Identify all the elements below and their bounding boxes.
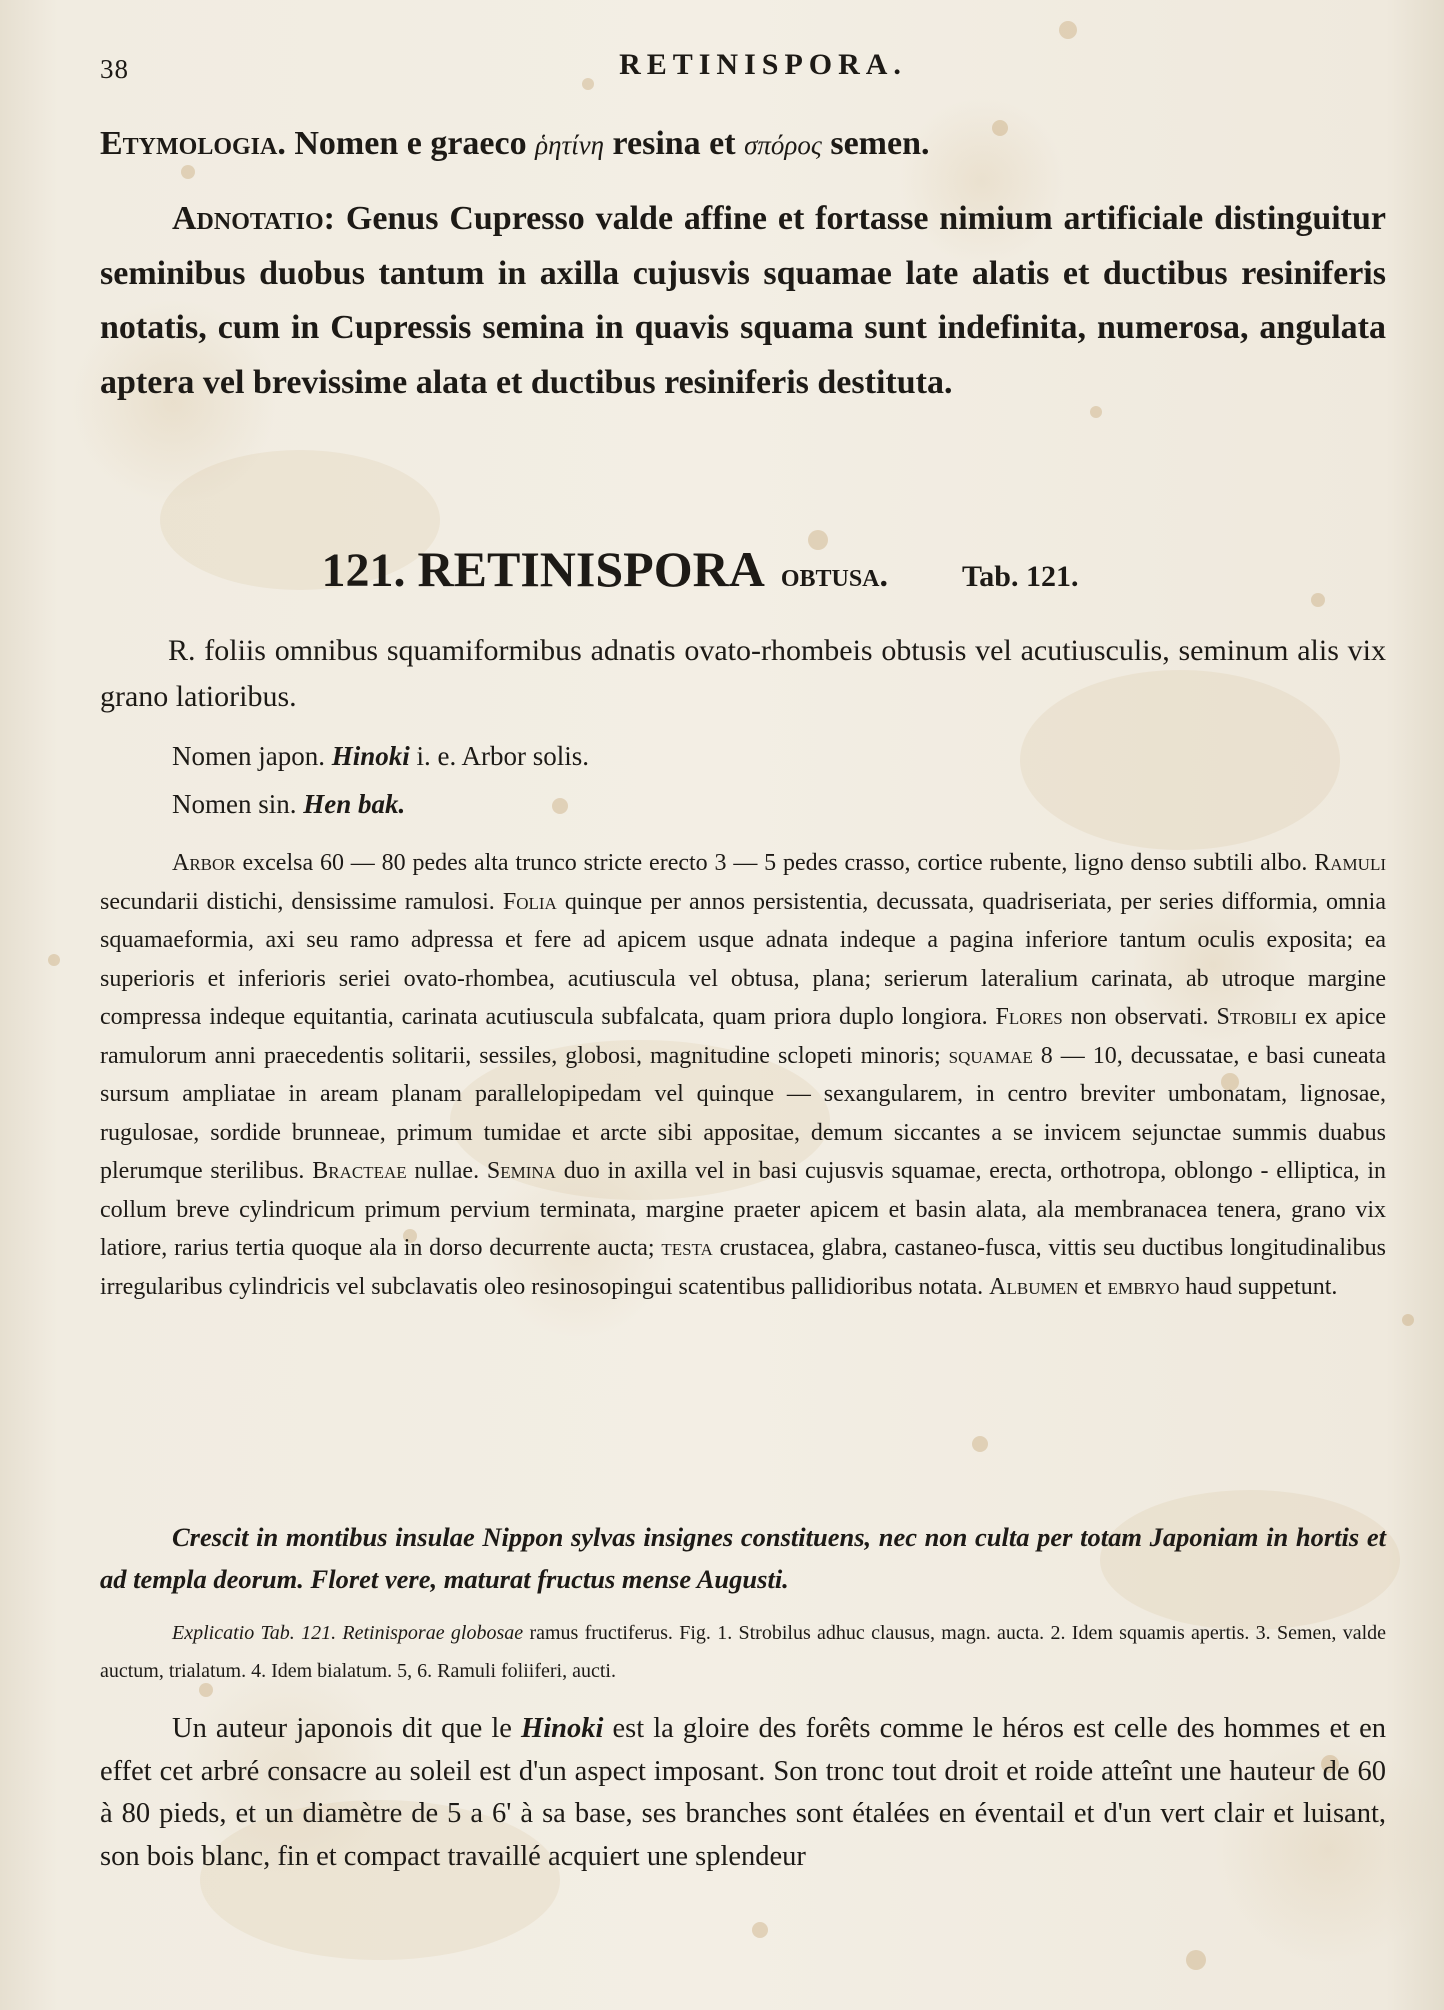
semina-text: duo in axilla vel in basi cujusvis squamae, erecta, orthotropa, oblongo - elliptica, in collum breve cylindricum primum pervium terminata, margine praeter apicem et basin alata, ala membranacea tenera, grano vix latiore, rarius tertia quoque ala in dorso decurrente aucta;	[100, 1158, 1387, 1261]
french-hinoki-name: Hinoki	[521, 1713, 604, 1744]
japanese-name: Hinoki	[331, 741, 410, 771]
greek-word-resina: ῥητίνη	[535, 130, 605, 160]
folia-text: quinque per annos persistentia, decussata, quadriseriata, per series difformia, omnia squamaeformia, axi seu ramo adpressa et fere ad apicem usque adnata indeque a pagina inferiore tantum oculis exposita; ea superioris et inferioris seriei ovato-rhombea, acutiuscula vel obtusa, plana; serierum lateralium carinata, ab utroque margine compressa indeque equitantia, carinata acutiuscula subfalcata, quam priora duplo longiora.	[100, 888, 1387, 1030]
species-epithet: obtusa.	[780, 557, 889, 594]
ramuli-label: Ramuli	[1314, 850, 1386, 876]
habitat-paragraph: Crescit in montibus insulae Nippon sylvas insignes constituens, nec non culta per totam Japoniam in hortis et ad templa deorum. Floret vere, maturat fructus mense Augusti.	[100, 1522, 1386, 1594]
french-paragraph	[100, 1708, 1386, 1878]
plate-explanation-text: ramus fructiferus. Fig. 1. Strobilus adhuc clausus, magn. aucta. 2. Idem squamis apertis. 3. Semen, valde auctum, trialatum. 4. Idem bialatum. 5, 6. Ramuli foliiferi, aucti.	[100, 1622, 1387, 1682]
annotation-paragraph	[100, 192, 1386, 410]
bracteae-text: nullae.	[414, 1158, 480, 1184]
diagnosis-paragraph: R. foliis omnibus squamiformibus adnatis ovato-rhombeis obtusis vel acutiusculis, seminum alis vix grano latioribus.	[100, 634, 1386, 713]
japanese-name-label: Nomen japon.	[172, 741, 325, 771]
etymology-text-3: semen.	[830, 125, 930, 162]
squamae-label: squamae	[948, 1042, 1033, 1069]
running-title: RETINISPORA.	[619, 48, 907, 81]
annotation-text: Genus Cupresso valde affine et fortasse nimium artificiale distinguitur seminibus duobus tantum in axilla cujusvis squamae late alatis et ductibus resiniferis notatis, cum in Cupressis semina in quavis squama sunt indefinita, numerosa, angulata aptera vel brevissime alata et ductibus resiniferis destituta.	[100, 200, 1387, 401]
strobili-text: ex apice ramulorum anni praecedentis solitarii, sessiles, globosi, magnitudine sclopeti minoris;	[100, 1004, 1387, 1069]
flores-text: non observati.	[1070, 1004, 1209, 1030]
arbor-text: excelsa 60 — 80 pedes alta trunco stricte erecto 3 — 5 pedes crasso, cortice rubente, ligno denso subtili albo.	[242, 850, 1308, 876]
chinese-name-label: Nomen sin.	[172, 789, 297, 819]
embryo-text: haud suppetunt.	[1185, 1273, 1338, 1300]
flores-label: Flores	[995, 1004, 1063, 1030]
annotation-label: Adnotatio:	[172, 200, 336, 237]
etymology-label: Etymologia.	[100, 125, 286, 162]
description-paragraph	[100, 844, 1386, 1306]
albumen-text: et	[1084, 1273, 1102, 1300]
semina-label: Semina	[486, 1158, 556, 1184]
page-number: 38	[100, 54, 129, 84]
species-heading	[100, 534, 1300, 617]
albumen-label: Albumen	[989, 1273, 1079, 1300]
species-number: 121.	[321, 544, 406, 597]
ramuli-text: secundarii distichi, densissime ramulosi.	[100, 888, 495, 915]
species-genus: RETINISPORA	[417, 541, 765, 597]
japanese-name-line	[172, 732, 1386, 780]
etymology-paragraph	[100, 120, 1386, 169]
chinese-name-line	[172, 780, 1386, 828]
folia-label: Folia	[502, 888, 557, 915]
etymology-text-2: resina et	[612, 125, 736, 162]
squamae-text: 8 — 10, decussatae, e basi cuneata sursum ampliatae in aream planam parallelopipedam vel quinque — sexangularem, in centro breviter umbonatam, lignosae, rugulosae, sordide brunneae, primum tumidae et arcte sibi appositae, demum siccantes a se invicem sejunctae summis duabus plerumque sterilibus.	[100, 1042, 1386, 1184]
plate-explanation-label: Explicatio Tab. 121. Retinisporae globosae	[172, 1622, 524, 1644]
french-text-1: Un auteur japonois dit que le	[172, 1713, 512, 1744]
embryo-label: embryo	[1107, 1273, 1180, 1300]
testa-label: testa	[661, 1235, 713, 1261]
vernacular-names	[100, 732, 1386, 828]
strobili-label: Strobili	[1216, 1004, 1297, 1030]
japanese-name-gloss: i. e. Arbor solis.	[416, 741, 590, 771]
arbor-label: Arbor	[172, 850, 236, 876]
bracteae-label: Bracteae	[312, 1158, 407, 1184]
chinese-name: Hen bak.	[303, 789, 406, 819]
etymology-text-1: Nomen e graeco	[294, 125, 527, 162]
plate-explanation	[100, 1614, 1386, 1690]
plate-reference: Tab. 121.	[962, 560, 1079, 593]
running-head	[100, 48, 1386, 88]
testa-text: crustacea, glabra, castaneo-fusca, vittis seu ductibus longitudinalibus irregularibus cylindricis vel subclavatis oleo resinosopingui scatentibus pallidioribus notata.	[100, 1235, 1386, 1300]
french-text-2: est la gloire des forêts comme le héros est celle des hommes et en effet cet arbré consacre au soleil est d'un aspect imposant. Son tronc tout droit et roide atteînt une hauteur de 60 à 80 pieds, et un diamètre de 5 a 6' à sa base, ses branches sont étalées en éventail et d'un vert clair et luisant, son bois blanc, fin et compact travaillé acquiert une splendeur	[100, 1713, 1387, 1872]
greek-word-semen: σπόρος	[744, 130, 822, 160]
